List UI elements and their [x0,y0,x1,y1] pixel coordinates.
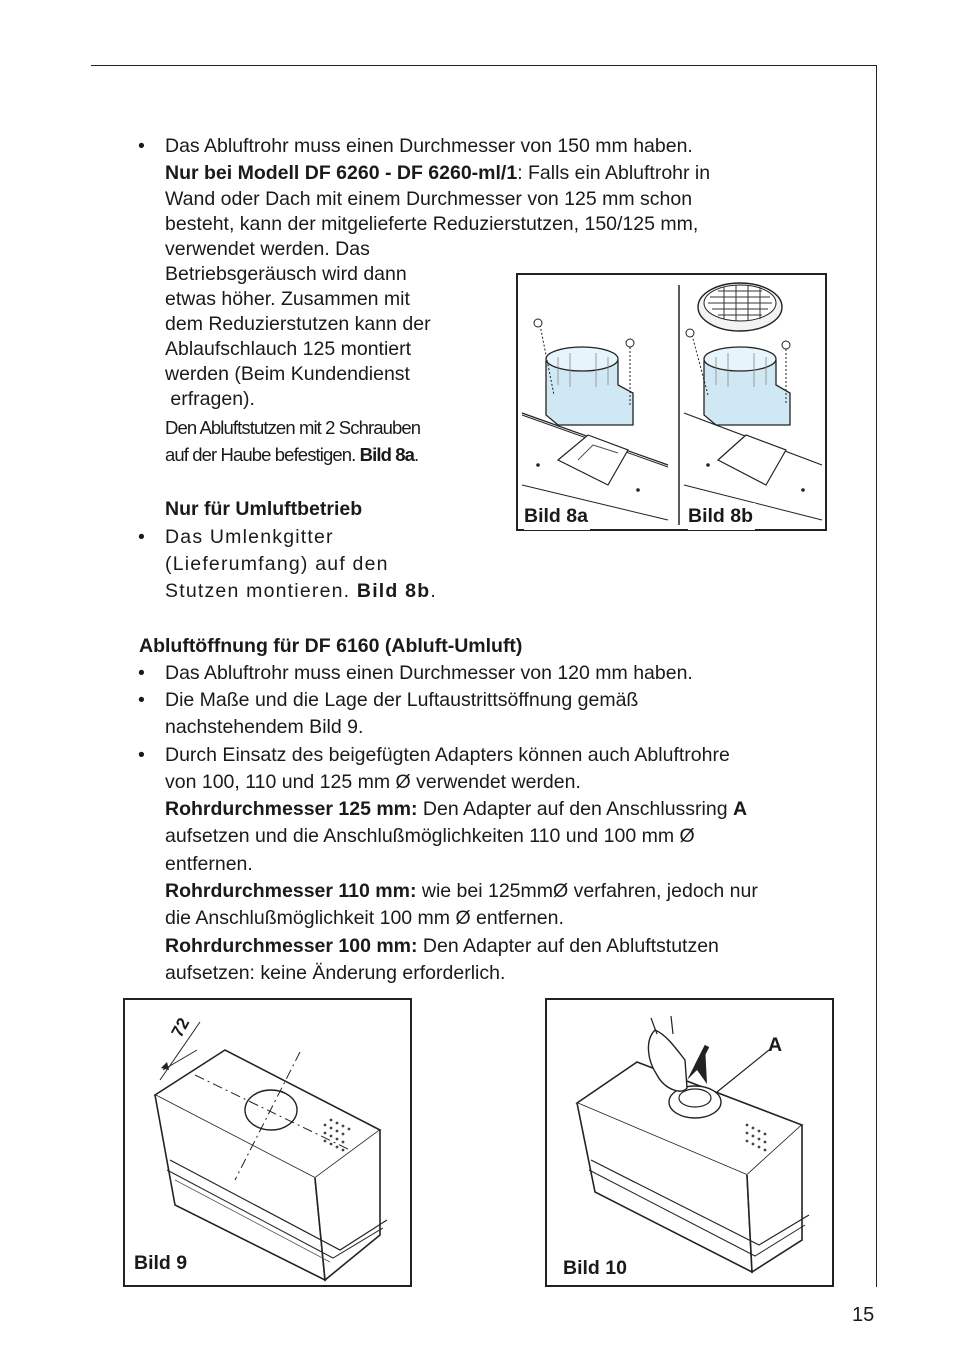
text-line: Ablaufschlauch 125 montiert [165,338,412,360]
text-line: Das Umlenkgitter [165,526,334,548]
figure-9-illustration [125,1000,410,1285]
text: Den Adapter auf den Abluftstutzen [417,935,719,957]
figure-8-illustration [518,275,825,529]
caption-bild-10: Bild 10 [563,1257,627,1279]
figure-10 [545,998,834,1287]
umluft-heading: Nur für Umluftbetrieb [165,498,363,520]
text-line [165,578,437,605]
text-line: Das Abluftrohr muss einen Durchmesser von 120 mm haben. [165,662,693,684]
figure-10-illustration [547,1000,832,1285]
bold-text: Rohrdurchmesser 125 mm: [165,798,418,820]
bullet: • [138,526,145,548]
text-line: die Anschlußmöglichkeit 100 mm Ø entfernen. [165,907,564,929]
figure-8 [516,273,827,531]
bullet: • [138,689,145,711]
text-line: Den Abluftstutzen mit 2 Schrauben [165,417,421,438]
bold-text: Nur bei Modell DF 6260 - DF 6260-ml/1 [165,162,518,184]
bold-text: Rohrdurchmesser 100 mm: [165,935,418,957]
text-line [165,442,418,469]
text-line [165,878,758,905]
text-line: nachstehendem Bild 9. [165,716,364,738]
text-line: werden (Beim Kundendienst [165,363,410,385]
text-line [165,796,747,823]
bold-text: Bild 8b [356,580,431,602]
text-line: verwendet werden. Das [165,238,370,260]
bullet: • [138,662,145,684]
text-line: etwas höher. Zusammen mit [165,288,410,310]
text-line: Die Maße und die Lage der Luftaustrittsöffnung gemäß [165,689,639,711]
text: wie bei 125mmØ verfahren, jedoch nur [416,880,758,902]
bullet: • [138,135,145,157]
text: : Falls ein Abluftrohr in [517,162,711,184]
caption-bild-8a: Bild 8a [524,503,590,530]
caption-bild-9: Bild 9 [134,1252,188,1274]
text-line: von 100, 110 und 125 mm Ø verwendet werden. [165,771,581,793]
right-rule [876,65,877,1287]
bold-text: A [732,798,748,820]
text-line: Das Abluftrohr muss einen Durchmesser von 150 mm haben. [165,135,693,157]
text-line: Wand oder Dach mit einem Durchmesser von 125 mm schon [165,188,693,210]
text: . [430,580,437,602]
dimension-label: 72 [167,1014,194,1041]
text-line: Durch Einsatz des beigefügten Adapters können auch Abluftrohre [165,744,730,766]
page-number: 15 [852,1304,875,1326]
text-line [165,160,710,187]
bullet: • [138,744,145,766]
bold-text: Bild 8a [359,444,415,465]
text-line: aufsetzen: keine Änderung erforderlich. [165,962,506,984]
text: . [414,444,419,465]
figure-9 [123,998,412,1287]
text-line: dem Reduzierstutzen kann der [165,313,431,335]
text-line: erfragen). [165,388,255,410]
label-a: A [768,1034,783,1056]
text-line: aufsetzen und die Anschlußmöglichkeiten 110 und 100 mm Ø [165,825,695,847]
text-line: besteht, kann der mitgelieferte Reduzierstutzen, 150/125 mm, [165,213,699,235]
text: Stutzen montieren. [165,580,357,602]
text: auf der Haube befestigen. [165,444,360,465]
text-line: Betriebsgeräusch wird dann [165,263,407,285]
bold-text: Rohrdurchmesser 110 mm: [165,880,417,902]
caption-bild-8b: Bild 8b [688,503,755,530]
text-line: entfernen. [165,853,253,875]
text-line: (Lieferumfang) auf den [165,553,389,575]
section-heading: Abluftöffnung für DF 6160 (Abluft-Umluft) [139,635,523,657]
top-rule [91,65,877,66]
text-line [165,933,719,960]
text: Den Adapter auf den Anschlussring [417,798,733,820]
